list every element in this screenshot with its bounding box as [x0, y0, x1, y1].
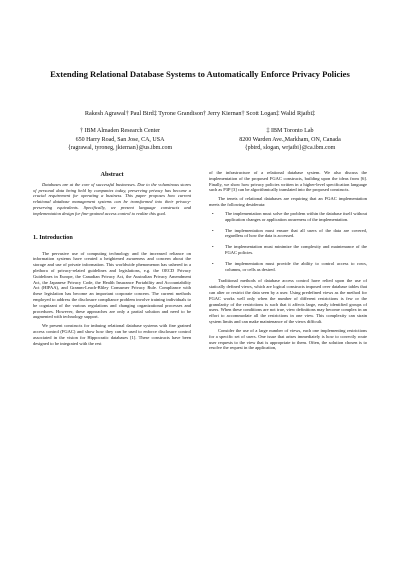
affiliation-almaden — [40, 127, 200, 153]
affiliation-toronto — [210, 127, 370, 153]
affiliation-email: {pbird, slogan, wrjaibi}@ca.ibm.com — [244, 145, 336, 152]
left-column — [33, 172, 191, 350]
paper-title: Extending Relational Database Systems to Automatically Enforce Privacy Policies — [50, 69, 350, 79]
affiliation-address: 650 Harry Road, San Jose, CA, USA — [75, 136, 165, 143]
body-paragraph: Traditional methods of database access control have relied upon the use of statically defined views, which are logical constructs imposed over database tables that can alter or restrict the data seen by a user. Using predefined views as the method for FGAC works well only when the number of different restrictions is few or the granularity of the restrictions is such that it affects large, easily identified groups of users. When these conditions are not true, view definitions may become complex in an effort to accommodate all the restrictions in one view. This complexity can strain system limits and can make maintenance of the views difficult. — [209, 278, 367, 325]
abstract-heading: Abstract — [100, 171, 124, 178]
list-item-text: The implementation must solve the problem within the database itself without application changes or application awareness of the implementation. — [225, 210, 367, 222]
section-heading: 1. Introduction — [33, 233, 73, 241]
abstract-text: Databases are at the core of successful businesses. Due to the voluminous stores of personal data being held by companies today, preserving privacy has become a crucial requirement for operating a business. This paper proposes how current relational database management systems can be transformed into their privacy-preserving equivalents. Specifically, we present language constructs and implementation design for fine-grained access control to realize this goal. — [33, 181, 191, 216]
body-paragraph: The tenets of relational databases are requiring that an FGAC implementation meets the following desiderata: — [209, 196, 367, 208]
list-item-text: The implementation must minimize the complexity and maintenance of the FGAC policies. — [225, 244, 367, 255]
author-list: Rakesh Agrawal† Paul Bird‡ Tyrone Grandison† Jerry Kiernan† Scott Logan‡ Walid Rjaibi‡ — [84, 110, 316, 117]
list-item: • The implementation must provide the ability to control access to rows, columns, or cells as desired. — [212, 260, 367, 272]
requirements-list — [209, 211, 367, 273]
body-paragraph: We present constructs for imbuing relational database systems with fine grained access control (FGAC) and show how they can be used to enforce disclosure control associated in the vision for Hippocratic databases [1]. These constructs have been designed to be integrated with the rest — [33, 323, 191, 346]
affiliation-address: 8200 Warden Ave.,Markham, ON, Canada — [239, 136, 341, 143]
right-column — [209, 170, 367, 354]
body-paragraph: of the infrastructure of a relational database system. We also discuss the implementation of the proposed FGAC constructs, building upon the ideas from [6]. Finally, we show how privacy policies written in a higher-level specification language such as P3P [3] can be algorithmically translated into the proposed constructs. — [209, 170, 367, 193]
affiliation-name: ‡ IBM Toronto Lab — [266, 128, 314, 134]
body-paragraph: Consider the use of a large number of views, each one implementing restrictions for a specific set of users. One issue that arises immediately is how to correctly route user requests to the view that is appropriate to them. Often, the solution chosen is to resolve the request in the application, — [209, 327, 367, 351]
affiliation-email: {ragrawal, tyroneg, jkiernan}@us.ibm.com — [67, 145, 173, 152]
list-item-text: The implementation must ensure that all users of the data are covered, regardless of how the data is accessed. — [225, 227, 367, 239]
list-item: • The implementation must minimize the complexity and maintenance of the FGAC policies. — [212, 244, 367, 255]
list-item: • The implementation must ensure that all users of the data are covered, regardless of how the data is accessed. — [212, 227, 367, 239]
body-paragraph: The pervasive use of computing technology and the increased reliance on information systems have created a heightened awareness and concern about the storage and use of private information. This worldwide phenomenon has ushered in a plethora of privacy-related guidelines and legislations, e.g. the OECD Privacy Guidelines in Europe, the Canadian Privacy Act, the Australian Privacy Amendment Act, the Japanese Privacy Code, the Health Insurance Portability and Accountability Act (HIPAA), and Gramm-Leach-Bliley Consumer Privacy Rule. Compliance with these legislation has become an important corporate concern. The current methods employed to address the disclosure compliance problem involve training individuals to be cognizant of the various regulations and changing organizational processes and procedures. However, these approaches are only a partial solution and need to be augmented with technology support. — [33, 250, 191, 320]
affiliation-name: † IBM Almaden Research Center — [80, 128, 160, 134]
list-item-text: The implementation must provide the ability to control access to rows, columns, or cells as desired. — [225, 260, 367, 272]
list-item: • The implementation must solve the problem within the database itself without application changes or application awareness of the implementation. — [212, 210, 367, 222]
